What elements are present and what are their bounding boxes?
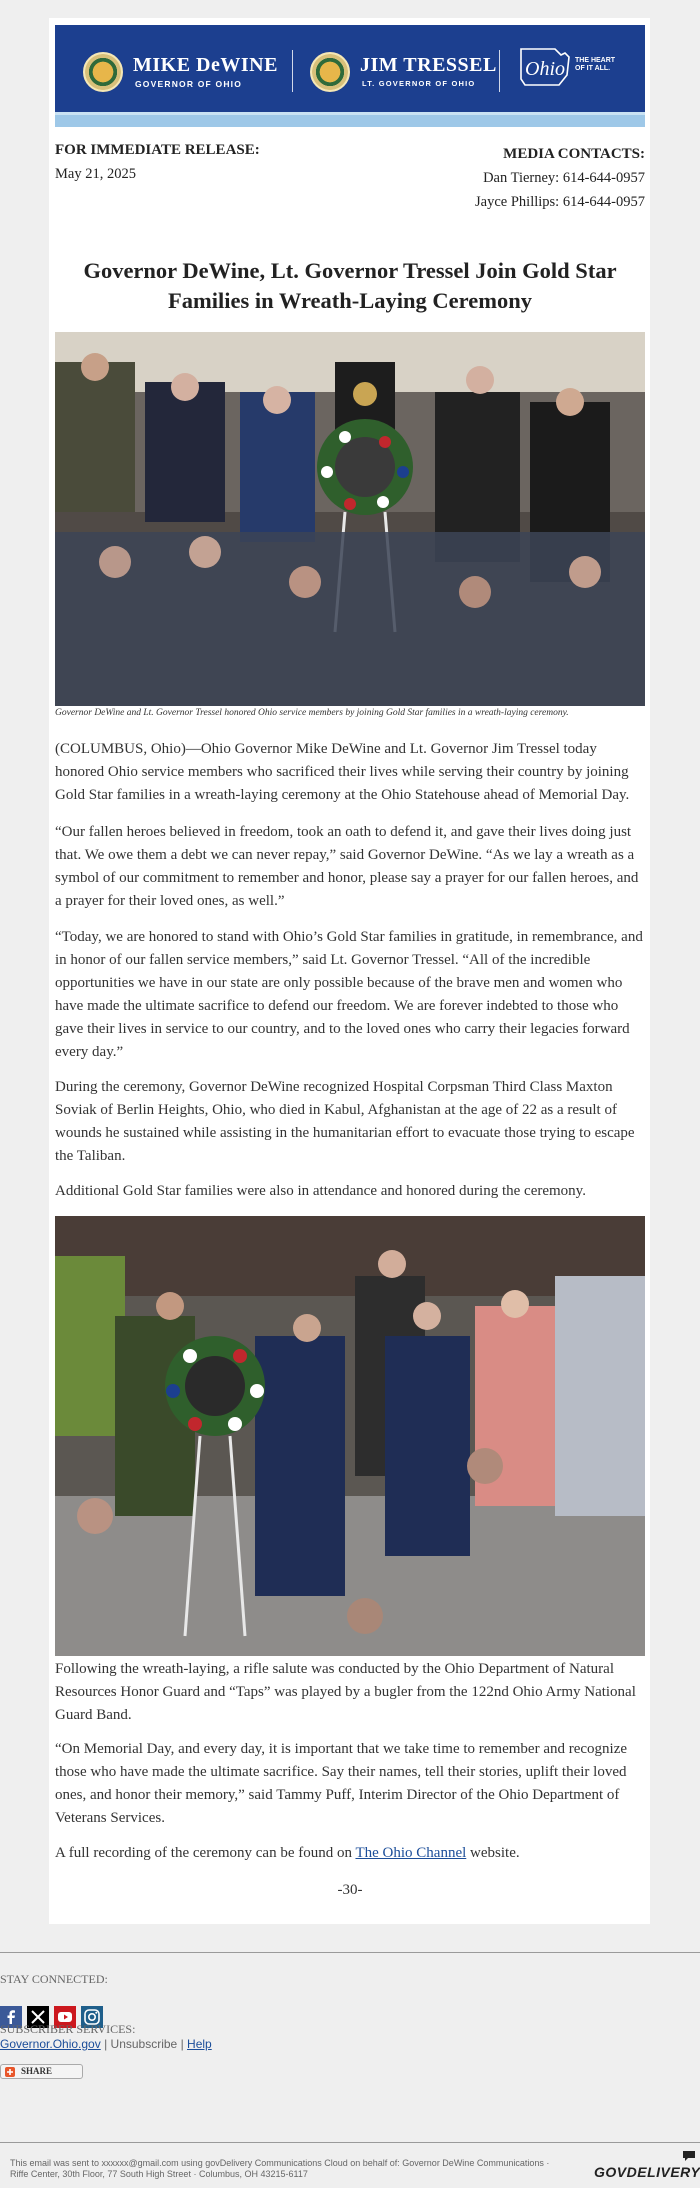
banner-stripe <box>55 115 645 127</box>
link-separator: | <box>177 2037 188 2051</box>
footer-divider <box>0 1952 700 1953</box>
governor-ohio-link[interactable]: Governor.Ohio.gov <box>0 2037 101 2051</box>
body-paragraph: “Today, we are honored to stand with Ohio’s Gold Star families in gratitude, in remembrance, and in honor of our fallen service members,” said Lt. Governor Tressel. “All of the incredible opportunities we have in our state are only possible because of the brave men and women who have made the ultimate sacrifice to defend our freedom. We are forever indebted to those who gave their lives in service to our country, and to the loved ones who carry their legacies forward every day.” <box>55 929 643 1060</box>
lt-governor-title: LT. GOVERNOR OF OHIO <box>362 79 476 88</box>
media-contacts <box>475 142 645 214</box>
ohio-channel-link[interactable]: The Ohio Channel <box>355 1845 467 1861</box>
ohio-tagline: THE HEART OF IT ALL. <box>575 57 616 72</box>
recording-text-end: website. <box>466 1845 520 1861</box>
header-banner <box>55 25 645 127</box>
share-label: SHARE <box>21 2066 53 2076</box>
subscriber-links <box>0 2037 212 2051</box>
body-paragraph: During the ceremony, Governor DeWine recognized Hospital Corpsman Third Class Maxton Soviak of Berlin Heights, Ohio, who died in Kabul, Afghanistan at the age of 22 as a result of wounds he sustained while assisting in the humanitarian effort to evacuate those trying to escape the Taliban. <box>55 1079 635 1164</box>
ohio-logo-text: Ohio <box>525 58 565 80</box>
footer-divider <box>0 2142 700 2143</box>
ohio-logo-icon <box>515 45 573 89</box>
lt-governor-name: JIM TRESSEL <box>360 54 497 76</box>
share-button[interactable] <box>0 2064 83 2079</box>
contact-item: Jayce Phillips: 614-644-0957 <box>475 194 645 210</box>
speech-bubble-icon <box>682 2150 696 2162</box>
subscriber-services-label: SUBSCRIBER SERVICES: <box>0 2022 136 2036</box>
press-release-title: Governor DeWine, Lt. Governor Tressel Join Gold Star Families in Wreath-Laying Ceremony <box>83 258 617 313</box>
ceremony-photo-1 <box>55 332 645 706</box>
photo-caption: Governor DeWine and Lt. Governor Tressel honored Ohio service members by joining Gold Star families in a wreath-laying ceremony. <box>55 708 569 718</box>
body-paragraph: “Our fallen heroes believed in freedom, took an oath to defend it, and gave their lives doing just that. We owe them a debt we can never repay,” said Governor DeWine. “As we lay a wreath as a symbol of our commitment to remember and honor, please say a prayer for our fallen heroes, and a prayer for their loved ones, as well.” <box>55 824 639 909</box>
banner-divider <box>292 50 293 92</box>
ceremony-photo-1-art <box>55 332 645 706</box>
release-date: May 21, 2025 <box>55 166 136 182</box>
link-separator: | <box>100 2037 111 2051</box>
stay-connected-label: STAY CONNECTED: <box>0 1972 108 1986</box>
contact-item: Dan Tierney: 614-644-0957 <box>483 170 645 186</box>
ohio-seal-icon <box>83 52 123 92</box>
body-paragraph: “On Memorial Day, and every day, it is important that we take time to remember and recognize those who have made the ultimate sacrifice. Say their names, tell their stories, uplift their loved ones, and honor their memory,” said Tammy Puff, Interim Director of the Ohio Department of Veterans Services. <box>55 1741 628 1826</box>
govdelivery-logo: GOVDELIVERY <box>594 2164 700 2180</box>
body-paragraph: Additional Gold Star families were also in attendance and honored during the ceremony. <box>55 1183 586 1199</box>
press-release-card <box>49 18 650 1924</box>
share-plus-icon <box>5 2067 15 2077</box>
ceremony-photo-2-art <box>55 1216 645 1656</box>
release-label: FOR IMMEDIATE RELEASE: <box>55 142 260 158</box>
governor-name: MIKE DeWINE <box>133 54 278 76</box>
body-paragraph: (COLUMBUS, Ohio)—Ohio Governor Mike DeWine and Lt. Governor Jim Tressel today honored Ohio service members who sacrificed their lives while serving their country by joining Gold Star families in a wreath-laying ceremony at the Ohio Statehouse ahead of Memorial Day. <box>55 741 630 803</box>
help-link[interactable]: Help <box>187 2037 212 2051</box>
recording-text: A full recording of the ceremony can be found on <box>55 1845 356 1861</box>
end-mark: -30- <box>337 1882 363 1898</box>
banner-divider <box>499 50 500 92</box>
governor-title: GOVERNOR OF OHIO <box>135 79 243 89</box>
ohio-seal-icon <box>310 52 350 92</box>
ceremony-photo-2 <box>55 1216 645 1656</box>
unsubscribe-link[interactable]: Unsubscribe <box>110 2037 178 2051</box>
body-paragraph-recording <box>55 1842 645 1865</box>
body-paragraph: Following the wreath-laying, a rifle salute was conducted by the Ohio Department of Natural Resources Honor Guard and “Taps” was played by a bugler from the 122nd Ohio Army National Guard Band. <box>55 1661 636 1723</box>
media-contacts-label: MEDIA CONTACTS: <box>503 146 645 162</box>
email-footnote: This email was sent to xxxxxx@gmail.com using govDelivery Communications Cloud on behalf of: Governor DeWine Communications · Riffe Center, 30th Floor, 77 South High Street · Columbus, OH 43215-6117 <box>10 2158 550 2179</box>
